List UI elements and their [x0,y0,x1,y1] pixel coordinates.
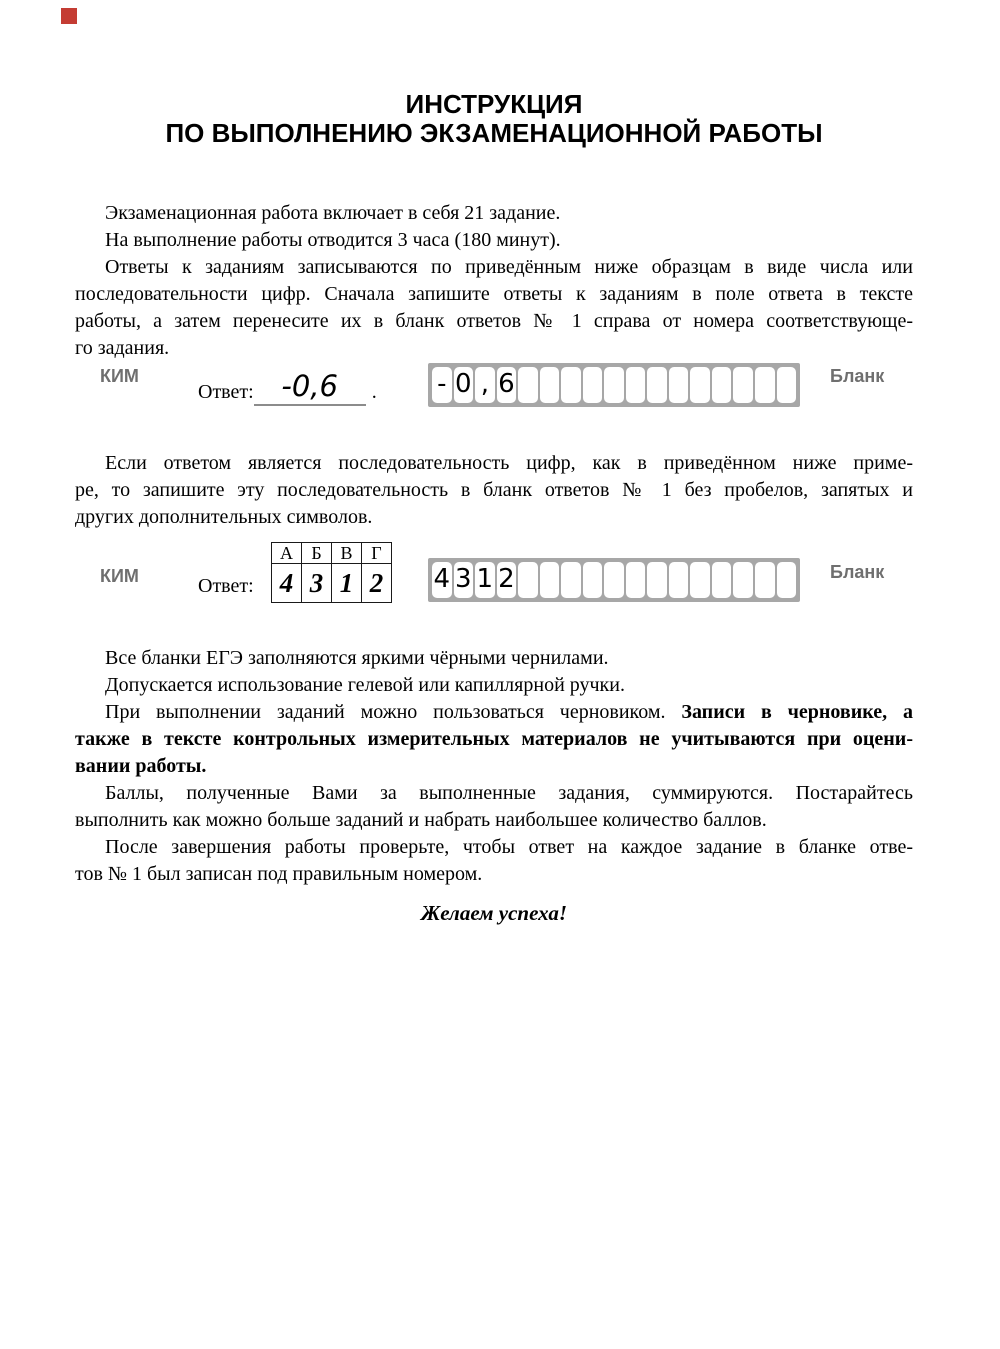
rules-line-5-bold: вании работы. [75,755,207,777]
blank-label: Бланк [830,366,885,386]
answer-strip-1 [428,363,800,407]
variant-value-cell: 4 [272,564,302,603]
intro-line-5: работы, а затем перенесите их в бланк ответов № 1 справа от номера соответствующе- [75,310,913,332]
answer-cell [583,367,603,403]
good-luck-message: Желаем успеха! [420,901,568,925]
answer-strip-2 [428,558,800,602]
sequence-line-1: Если ответом является последовательность цифр, как в приведённом ниже приме- [105,452,913,474]
variant-value-cell: 1 [332,564,362,603]
answer-label: Ответ: [198,575,254,597]
variant-header-row [272,543,392,564]
page-title-line2: ПО ВЫПОЛНЕНИЮ ЭКЗАМЕНАЦИОННОЙ РАБОТЫ [165,118,823,148]
variant-header-cell: Г [362,543,392,564]
rules-line-3-bold: Записи в черновике, а [681,701,913,723]
answer-cell [647,562,667,598]
sequence-note-paragraph [75,450,913,531]
blank-label: Бланк [830,562,885,582]
intro-paragraphs [75,200,913,362]
variant-header-cell: А [272,543,302,564]
rules-paragraphs [75,645,913,888]
sequence-line-2: ре, то запишите эту последовательность в бланк ответов № 1 без пробелов, запятых и [75,479,913,501]
answer-period: . [371,381,377,403]
answer-cell [690,367,710,403]
rules-line-3 [75,699,913,726]
example-number-answer [75,362,913,412]
rules-line-4-bold: также в тексте контрольных измерительных материалов не учитываются при оцени- [75,728,913,750]
intro-line-3: Ответы к заданиям записываются по приведённым ниже образцам в виде числа или [105,256,913,278]
answer-cell [518,562,538,598]
rules-line-3-normal: При выполнении заданий можно пользоваться черновиком. [105,701,682,723]
rules-line-5 [75,753,913,780]
answer-variant-table [271,542,392,603]
answer-cell [518,367,538,403]
variant-header-cell: В [332,543,362,564]
answer-cell: 2 [497,562,517,598]
kim-label: КИМ [100,566,139,586]
variant-value-cell: 2 [362,564,392,603]
rules-line-7: выполнить как можно больше заданий и набрать наибольшее количество баллов. [75,809,767,831]
answer-cell [777,562,797,598]
answer-cell [561,562,581,598]
answer-cell [733,562,753,598]
answer-cell [647,367,667,403]
answer-cell [777,367,797,403]
answer-cell [669,367,689,403]
intro-line-4: последовательности цифр. Сначала запишите ответы к заданиям в поле ответа в тексте [75,283,913,305]
answer-cell [626,367,646,403]
intro-line-6: го задания. [75,337,170,359]
intro-line-1: Экзаменационная работа включает в себя 21 задание. [105,202,561,224]
answer-cell [712,562,732,598]
intro-line-2: На выполнение работы отводится 3 часа (180 минут). [105,229,561,251]
answer-cell: 3 [454,562,474,598]
variant-value-row [272,564,392,603]
rules-line-2: Допускается использование гелевой или капиллярной ручки. [105,674,625,696]
page-content [75,0,913,927]
answer-cell [604,367,624,403]
answer-cell: , [475,367,495,403]
answer-cell [540,367,560,403]
answer-cell: 4 [432,562,452,598]
answer-cell: 0 [454,367,474,403]
page-title-line1: ИНСТРУКЦИЯ [405,89,583,119]
rules-line-6: Баллы, полученные Вами за выполненные задания, суммируются. Постарайтесь [105,782,913,804]
answer-cell: 6 [497,367,517,403]
kim-label: КИМ [100,366,139,386]
answer-cell [604,562,624,598]
answer-cell [690,562,710,598]
variant-header-cell: Б [302,543,332,564]
handwritten-answer: -0,6 [281,369,338,403]
variant-value-cell: 3 [302,564,332,603]
answer-cell [733,367,753,403]
answer-underline [254,370,366,406]
answer-cell [583,562,603,598]
answer-cell [712,367,732,403]
page-title [75,90,913,148]
answer-cell: 1 [475,562,495,598]
example-sequence-answer [75,542,913,604]
rules-line-4 [75,726,913,753]
answer-cell [755,367,775,403]
answer-cell [561,367,581,403]
answer-cell [669,562,689,598]
answer-field-sample [198,370,377,406]
answer-label: Ответ: [198,381,254,403]
answer-cell [626,562,646,598]
rules-line-1: Все бланки ЕГЭ заполняются яркими чёрными чернилами. [105,647,609,669]
sequence-line-3: других дополнительных символов. [75,506,373,528]
answer-cell [540,562,560,598]
answer-cell [755,562,775,598]
rules-line-9: тов № 1 был записан под правильным номером. [75,863,483,885]
answer-cell: - [432,367,452,403]
rules-line-8: После завершения работы проверьте, чтобы ответ на каждое задание в бланке отве- [105,836,913,858]
